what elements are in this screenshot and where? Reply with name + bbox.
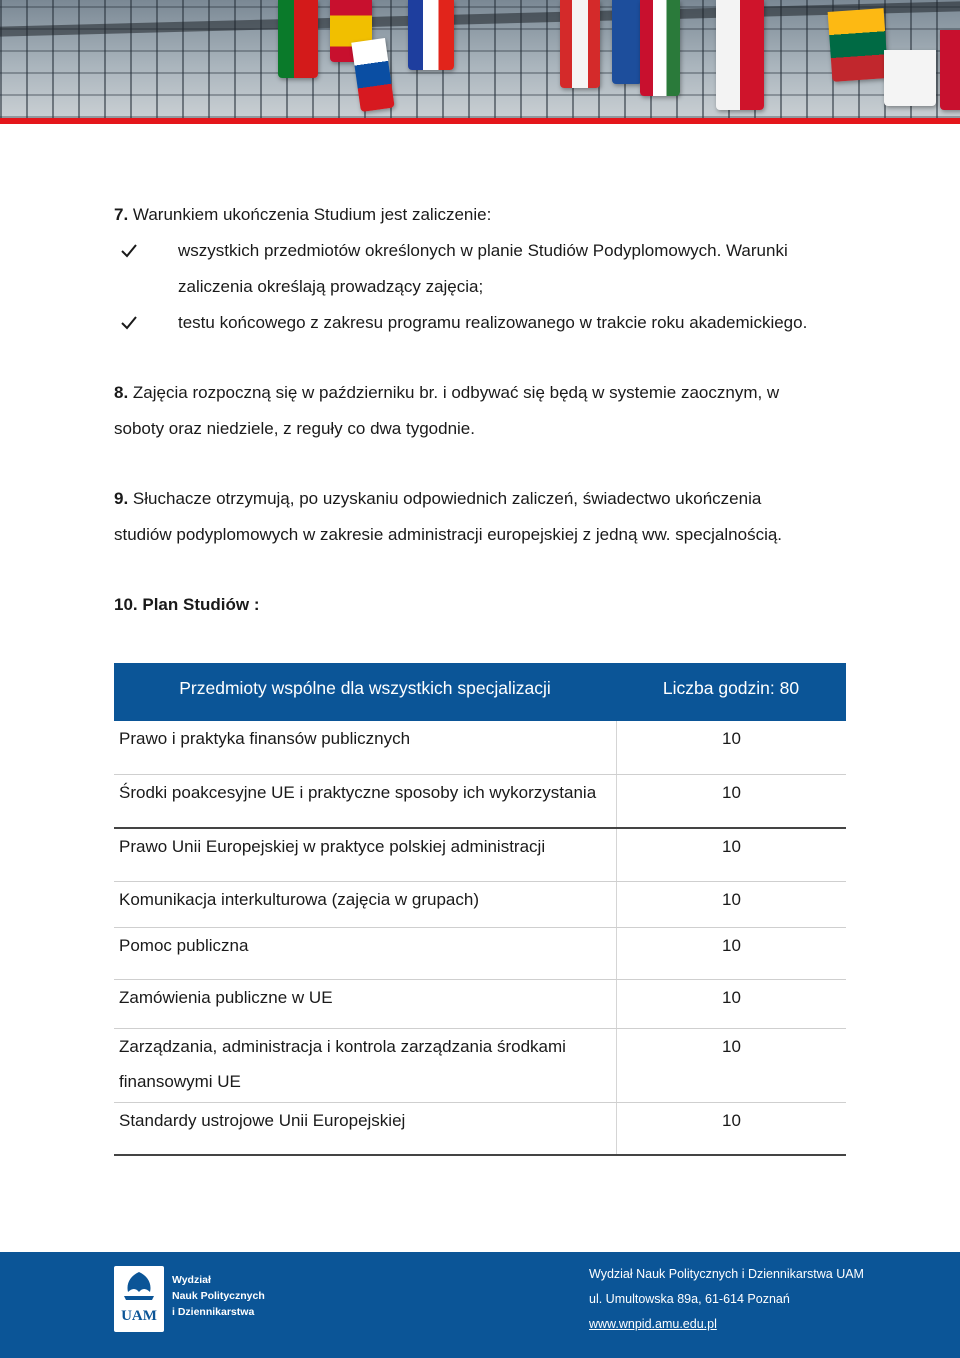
table-cell-subject	[119, 1029, 614, 1099]
flag-red-white	[560, 0, 600, 88]
banner-red-stripe	[0, 118, 960, 124]
footer-website-link[interactable]: www.wnpid.amu.edu.pl	[589, 1317, 717, 1331]
logo-mark-text: UAM	[121, 1308, 157, 1324]
logo-text-line: i Dziennikarstwa	[172, 1306, 255, 1318]
table-row	[114, 775, 846, 829]
section-8-line: Zajęcia rozpoczną się w październiku br. i odbywać się będą w systemie zaocznym, w	[132, 383, 780, 402]
table-cell-subject-line: Zarządzania, administracja i kontrola zarządzania środkami	[119, 1037, 566, 1056]
flag-blue	[612, 0, 642, 84]
section-8-number: 8.	[114, 383, 129, 402]
table-row	[114, 721, 846, 775]
checkmark-icon	[120, 233, 140, 273]
table-cell-hours: 10	[722, 837, 741, 856]
section-9-line: Słuchacze otrzymują, po uzyskaniu odpowiednich zaliczeń, świadectwo ukończenia	[132, 489, 762, 508]
table-row	[114, 928, 846, 980]
table-row	[114, 882, 846, 928]
study-plan-table	[114, 663, 846, 1156]
flag-france	[408, 0, 454, 70]
table-cell-subject: Pomoc publiczna	[119, 936, 249, 955]
table-cell-hours: 10	[722, 1111, 741, 1130]
header-banner-image	[0, 0, 960, 118]
flag-red-edge	[940, 30, 960, 110]
flag-hungary	[640, 0, 680, 96]
uam-logo	[114, 1266, 164, 1332]
footer-address: ul. Umultowska 89a, 61-614 Poznań	[589, 1292, 790, 1306]
section-8-line: soboty oraz niedziele, z reguły co dwa tygodnie.	[114, 419, 475, 438]
table-cell-subject: Zamówienia publiczne w UE	[119, 988, 333, 1007]
table-cell-subject: Standardy ustrojowe Unii Europejskiej	[119, 1111, 406, 1130]
check-list-item-text	[178, 305, 846, 341]
section-7	[114, 197, 846, 233]
check-list-item-line: zaliczenia określają prowadzący zajęcia;	[178, 277, 484, 296]
table-cell-subject: Prawo Unii Europejskiej w praktyce polskiej administracji	[119, 837, 546, 856]
table-cell-subject: Prawo i praktyka finansów publicznych	[119, 729, 411, 748]
section-9-number: 9.	[114, 489, 129, 508]
table-cell-hours: 10	[722, 783, 741, 802]
table-header	[114, 663, 846, 721]
table-cell-subject-line: finansowymi UE	[119, 1072, 241, 1091]
table-cell-subject: Komunikacja interkulturowa (zajęcia w grupach)	[119, 890, 479, 909]
table-row	[114, 829, 846, 882]
footer-contact	[589, 1262, 864, 1337]
check-list-item	[120, 233, 846, 305]
table-header-hours: Liczba godzin: 80	[662, 678, 800, 698]
flag-cyprus	[884, 50, 936, 106]
footer-faculty-name: Wydział Nauk Politycznych i Dziennikarstwa UAM	[589, 1267, 864, 1281]
section-8	[114, 375, 846, 447]
section-10	[114, 587, 846, 623]
section-9	[114, 481, 846, 553]
logo-text-line: Wydział	[172, 1274, 211, 1286]
section-10-text: Plan Studiów :	[142, 595, 260, 614]
table-cell-hours: 10	[722, 988, 741, 1007]
table-cell-hours: 10	[722, 729, 741, 748]
table-row	[114, 1103, 846, 1156]
check-list-item-line: testu końcowego z zakresu programu realizowanego w trakcie roku akademickiego.	[178, 313, 808, 332]
table-cell-hours: 10	[722, 1037, 741, 1056]
logo-text-line: Nauk Politycznych	[172, 1290, 265, 1302]
section-7-text: Warunkiem ukończenia Studium jest zaliczenie:	[132, 205, 492, 224]
section-10-number: 10.	[114, 595, 138, 614]
table-row	[114, 980, 846, 1029]
table-cell-hours: 10	[722, 936, 741, 955]
flag-lithuania	[828, 8, 889, 82]
table-row	[114, 1029, 846, 1103]
faculty-logo-text	[172, 1272, 265, 1320]
table-header-subject: Przedmioty wspólne dla wszystkich specjalizacji	[179, 678, 551, 698]
check-list-item-text	[178, 233, 846, 305]
section-9-line: studiów podyplomowych w zakresie administracji europejskiej z jedną ww. specjalnością.	[114, 525, 783, 544]
flag-portugal	[278, 0, 318, 78]
checkmark-icon	[120, 305, 140, 345]
page-footer	[0, 1252, 960, 1358]
section-7-number: 7.	[114, 205, 129, 224]
check-list-item-line: wszystkich przedmiotów określonych w planie Studiów Podyplomowych. Warunki	[178, 241, 788, 260]
table-cell-hours: 10	[722, 890, 741, 909]
flag-malta	[716, 0, 764, 110]
check-list-item	[120, 305, 846, 341]
table-cell-subject: Środki poakcesyjne UE i praktyczne sposoby ich wykorzystania	[119, 783, 597, 802]
